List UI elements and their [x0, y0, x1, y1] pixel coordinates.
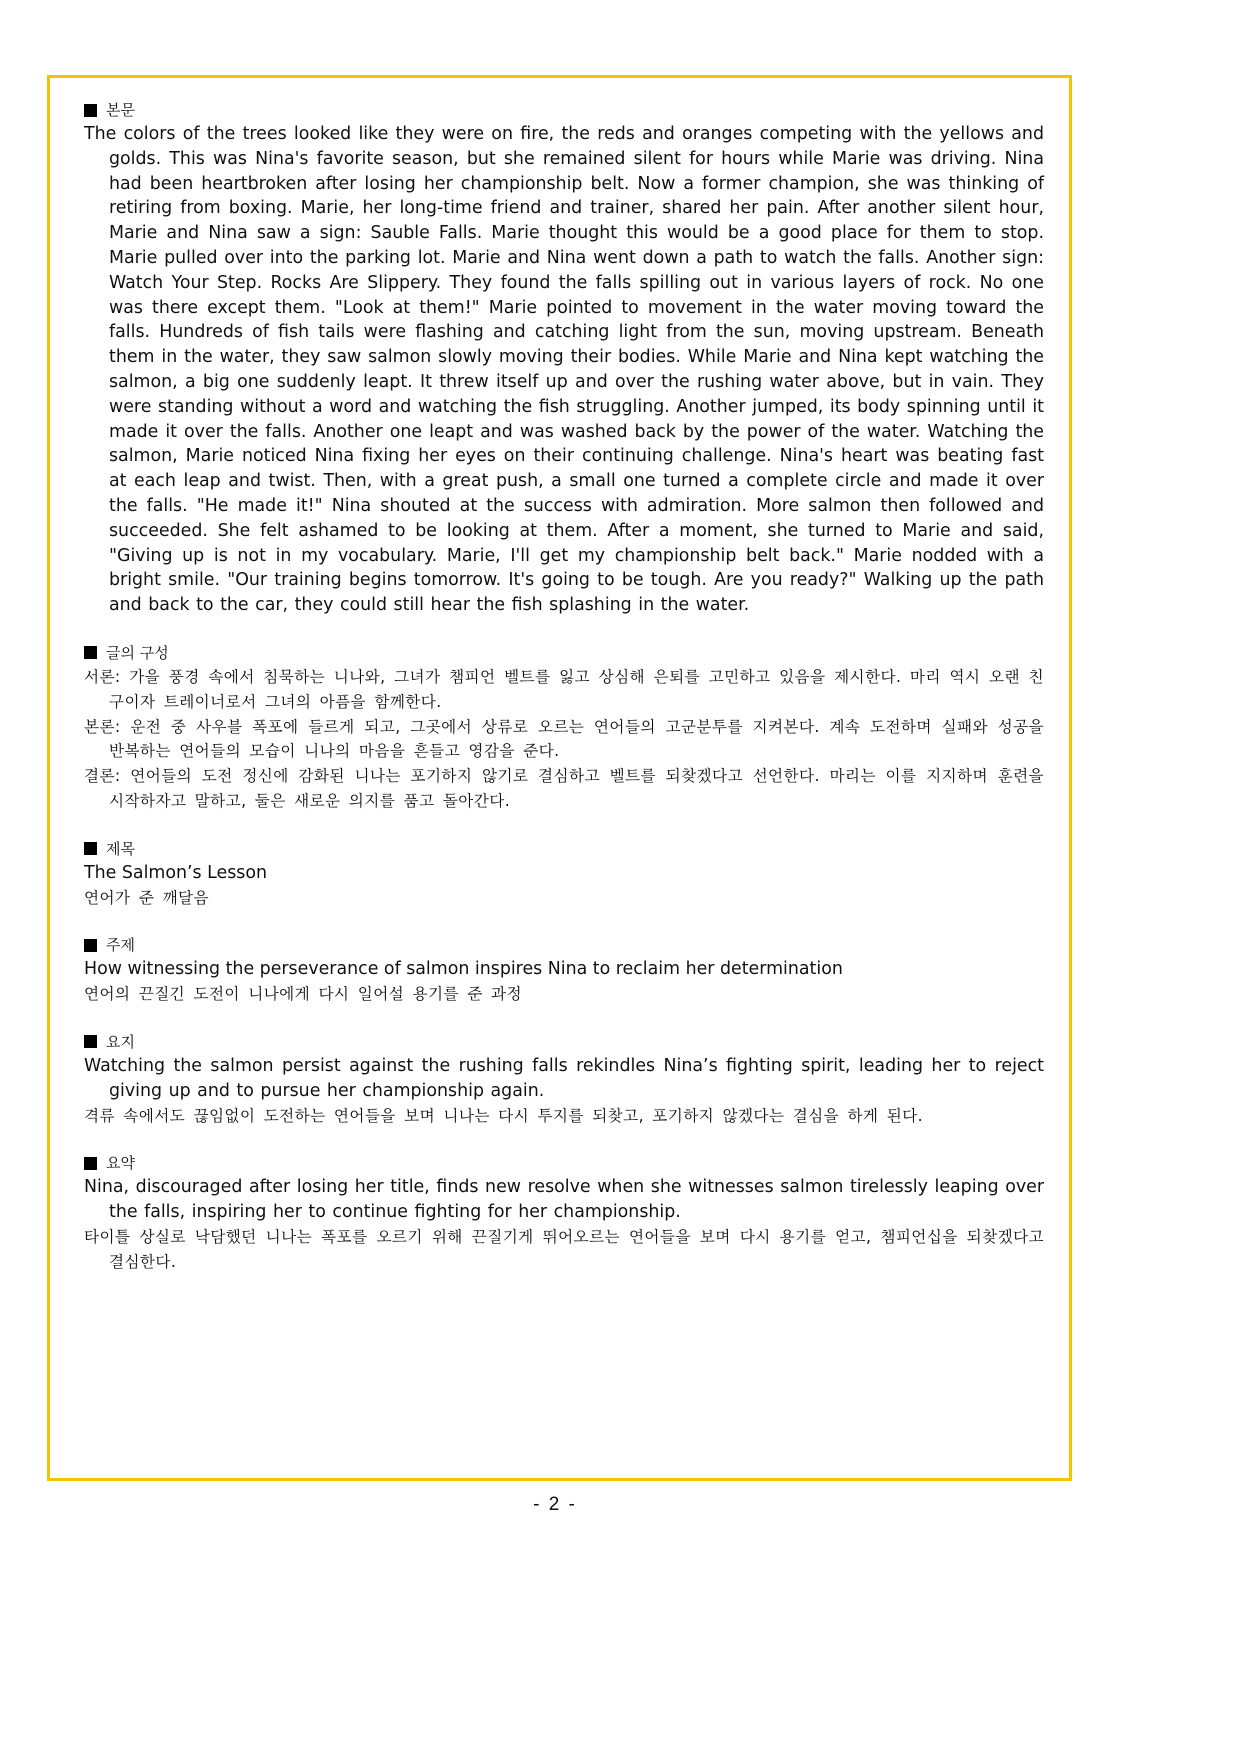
title-en: The Salmon’s Lesson: [84, 862, 267, 883]
structure-intro: 서론: 가을 풍경 속에서 침묵하는 니나와, 그녀가 챔피언 벨트를 잃고 상심해 은퇴를 고민하고 있음을 제시한다. 마리 역시 오랜 친구이자 트레이너로서 그녀의 아픔을 함께한다.: [84, 667, 1044, 711]
section-gist: [84, 1030, 1044, 1128]
black-square-icon: [84, 1035, 97, 1048]
section-header: [84, 98, 1044, 122]
section-title: [84, 837, 1044, 911]
gist-ko: 격류 속에서도 끊임없이 도전하는 연어들을 보며 니나는 다시 투지를 되찾고, 포기하지 않겠다는 결심을 하게 된다.: [84, 1106, 924, 1125]
black-square-icon: [84, 1157, 97, 1170]
gist-en: Watching the salmon persist against the rushing falls rekindles Nina’s fighting spirit, leading her to reject giving up and to pursue her championship again.: [84, 1055, 1044, 1101]
section-body: [84, 98, 1044, 618]
section-header-label: 제목: [106, 839, 135, 858]
summary-en: Nina, discouraged after losing her title, finds new resolve when she witnesses salmon tirelessly leaping over the falls, inspiring her to continue fighting for her championship.: [84, 1177, 1044, 1223]
section-header-label: 요지: [106, 1032, 135, 1051]
section-summary: [84, 1151, 1044, 1274]
section-structure: [84, 641, 1044, 814]
body-text: The colors of the trees looked like they were on fire, the reds and oranges competing with the yellows and golds. This was Nina's favorite season, but she remained silent for hours while Marie was driving. Nina had been heartbroken after losing her championship belt. Now a former champion, she was thinking of retiring from boxing. Marie, her long-time friend and trainer, shared her pain. After another silent hour, Marie and Nina saw a sign: Sauble Falls. Marie thought this would be a good place for them to stop. Marie pulled over into the parking lot. Marie and Nina went down a path to watch the falls. Another sign: Watch Your Step. Rocks Are Slippery. They found the falls spilling out in various layers of rock. No one was there except them. "Look at them!" Marie pointed to movement in the water moving toward the falls. Hundreds of fish tails were flashing and catching light from the sun, moving upstream. Beneath them in the water, they saw salmon slowly moving their bodies. While Marie and Nina kept watching the salmon, a big one suddenly leapt. It threw itself up and over the rushing water above, but in vain. They were standing without a word and watching the fish struggling. Another jumped, its body spinning until it made it over the falls. Another one leapt and was washed back by the power of the water. Watching the salmon, Marie noticed Nina fixing her eyes on their continuing challenge. Nina's heart was beating fast at each leap and twist. Then, with a great push, a small one turned a complete circle and made it over the falls. "He made it!" Nina shouted at the success with admiration. More salmon then followed and succeeded. She felt ashamed to be looking at them. After a moment, she turned to Marie and said, "Giving up is not in my vocabulary. Marie, I'll get my championship belt back." Marie nodded with a bright smile. "Our training begins tomorrow. It's going to be tough. Are you ready?" Walking up the path and back to the car, they could still hear the fish splashing in the water.: [84, 124, 1044, 616]
section-theme: [84, 933, 1044, 1007]
section-header: [84, 1030, 1044, 1054]
black-square-icon: [84, 939, 97, 952]
title-ko: 연어가 준 깨달음: [84, 888, 209, 907]
black-square-icon: [84, 104, 97, 117]
document-content: [84, 98, 1044, 1297]
section-header-label: 주제: [106, 936, 135, 955]
structure-conclusion: 결론: 연어들의 도전 정신에 감화된 니나는 포기하지 않기로 결심하고 벨트를 되찾겠다고 선언한다. 마리는 이를 지지하며 훈련을 시작하자고 말하고, 둘은 새로운 의지를 품고 돌아간다.: [84, 767, 1044, 810]
black-square-icon: [84, 646, 97, 659]
section-header: [84, 933, 1044, 957]
black-square-icon: [84, 842, 97, 855]
section-header: [84, 1151, 1044, 1175]
summary-ko: 타이틀 상실로 낙담했던 니나는 폭포를 오르기 위해 끈질기게 뛰어오르는 연어들을 보며 다시 용기를 얻고, 챔피언십을 되찾겠다고 결심한다.: [84, 1227, 1044, 1271]
section-header-label: 글의 구성: [106, 643, 169, 662]
page-number: - 2 -: [533, 1494, 577, 1515]
section-header-label: 요약: [106, 1154, 135, 1173]
section-header: [84, 837, 1044, 861]
theme-ko: 연어의 끈질긴 도전이 니나에게 다시 일어설 용기를 준 과정: [84, 985, 522, 1004]
section-header-label: 본문: [106, 101, 135, 119]
structure-body: 본론: 운전 중 사우블 폭포에 들르게 되고, 그곳에서 상류로 오르는 연어들의 고군분투를 지켜본다. 계속 도전하며 실패와 성공을 반복하는 연어들의 모습이 니나의 마음을 흔들고 영감을 준다.: [84, 717, 1044, 761]
section-header: [84, 641, 1044, 665]
theme-en: How witnessing the perseverance of salmon inspires Nina to reclaim her determination: [84, 959, 843, 980]
